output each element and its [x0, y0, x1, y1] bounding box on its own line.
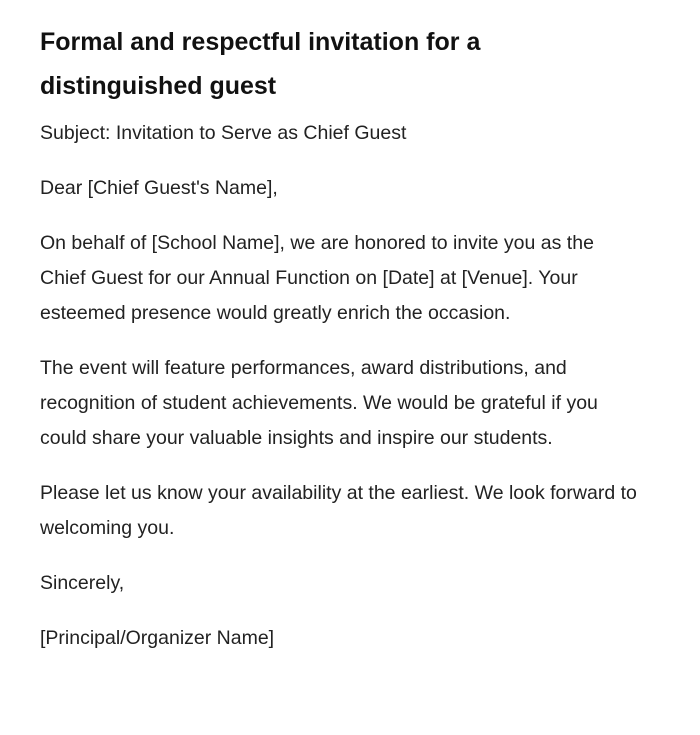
letter-subject: Subject: Invitation to Serve as Chief Guest [40, 122, 407, 144]
letter-signature: [Principal/Organizer Name] [40, 627, 275, 649]
letter-paragraph: On behalf of [School Name], we are honored to invite you as the Chief Guest for our Annual Function on [Date] at [Venue]. Your esteemed presence would greatly enrich the occasion. [40, 232, 594, 324]
letter-closing: Sincerely, [40, 572, 125, 594]
letter-paragraph: The event will feature performances, award distributions, and recognition of student achievements. We would be grateful if you could share your valuable insights and inspire our students. [40, 357, 598, 449]
letter-paragraph: Please let us know your availability at the earliest. We look forward to welcoming you. [40, 482, 637, 539]
letter-salutation: Dear [Chief Guest's Name], [40, 177, 278, 199]
document-title: Formal and respectful invitation for a distinguished guest [40, 28, 481, 100]
